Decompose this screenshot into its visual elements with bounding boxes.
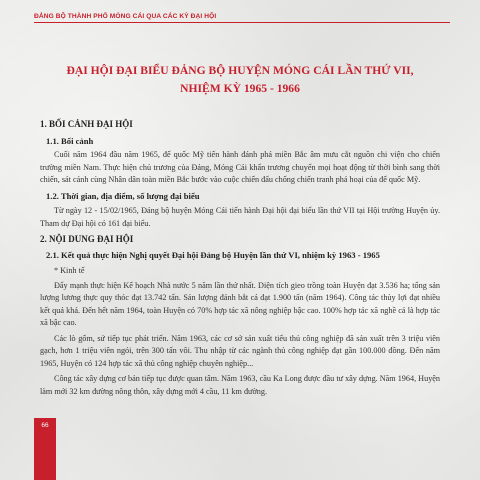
body-content [40, 118, 440, 398]
paragraph-agriculture: Đẩy mạnh thực hiện Kế hoạch Nhà nước 5 năm lần thứ nhất. Diện tích gieo trồng toàn Huyện đạt 3.536 ha; tổng sản lượng lương thực quy thóc đạt 13.742 tấn. Sản lượng đánh bắt cá đạt 1.900 tấn (năm 1964). Công tác thủy lợi đạt nhiều kết quả khá. Đến hết năm 1964, toàn Huyện có 70% hợp tác xã nông nghiệp bậc cao. 100% hợp tác xã nghề cá là hợp tác xã bậc cao. [40, 280, 440, 327]
paragraph-handicraft: Các lò gốm, sứ tiếp tục phát triển. Năm 1963, các cơ sở sản xuất tiểu thủ công nghiệp đã sản xuất trên 3 triệu viên gạch, hơn 1 triệu viên ngói, trên 300 tấn vôi. Thu nhập từ các ngành thủ công nghiệp đạt gần 100.000 đồng. Đến năm 1965, Huyện có 124 hợp tác xã thủ công nghiệp chuyên nghiệp... [40, 333, 440, 368]
economy-label: * Kinh tế [54, 266, 85, 275]
section-1-2-text: Từ ngày 12 - 15/02/1965, Đảng bộ huyện Móng Cái tiến hành Đại hội đại biểu lần thứ VII tại Hội trường Huyện ủy. Tham dự Đại hội có 161 đại biểu. [40, 206, 440, 228]
header-rule [34, 22, 450, 23]
title-line-1: ĐẠI HỘI ĐẠI BIỂU ĐẢNG BỘ HUYỆN MÓNG CÁI LẦN THỨ VII, [66, 64, 414, 77]
page-title [40, 62, 440, 98]
section-1-1-heading: 1.1. Bối cảnh [46, 135, 94, 146]
title-line-2: NHIỆM KỲ 1965 - 1966 [180, 82, 300, 95]
running-header: ĐẢNG BỘ THÀNH PHỐ MÓNG CÁI QUA CÁC KỲ ĐẠI HỘI [34, 13, 217, 20]
paragraph-construction: Công tác xây dựng cơ bản tiếp tục được quan tâm. Năm 1963, cầu Ka Long được đầu tư xây dựng. Năm 1964, Huyện làm mới 32 km đường nông thôn, xây dựng mới 4 cầu, 11 km đường. [40, 374, 441, 396]
section-1-1-text: Cuối năm 1964 đầu năm 1965, đế quốc Mỹ tiến hành đánh phá miền Bắc âm mưu cắt nguồn chi viện cho chiến trường miền Nam. Thực hiện chủ trương của Đảng, Móng Cái khẩn trương chuyển mọi hoạt động từ thời bình sang thời chiến, sát cánh cùng Nhân dân toàn miền Bắc bước vào cuộc chiến đấu chống chiến tranh phá hoại của đế quốc Mỹ. [40, 150, 440, 184]
section-2-heading: 2. NỘI DUNG ĐẠI HỘI [40, 234, 134, 244]
section-2-1-heading: 2.1. Kết quả thực hiện Nghị quyết Đại hội Đảng bộ Huyện lần thứ VI, nhiệm kỳ 1963 - 1965 [46, 249, 380, 260]
section-1-heading: 1. BỐI CẢNH ĐẠI HỘI [40, 119, 133, 129]
section-1-2-heading: 1.2. Thời gian, địa điểm, số lượng đại biểu [46, 190, 200, 201]
page-number: 66 [41, 422, 49, 429]
